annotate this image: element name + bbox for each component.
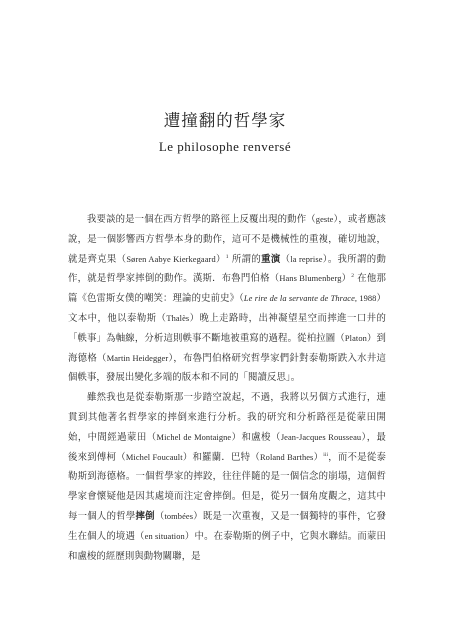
text-run: ）和羅蘭．巴特（	[182, 451, 260, 463]
text-run: ，而不是從泰勒斯到海德格。一個哲學家的摔跤，往往伴隨的是一個信念的崩塌，這個哲學家會懷疑他是因其處境而注定會摔倒。但是，從另一個角度觀之，這其中每一個人的哲學	[68, 451, 386, 522]
text-run: en situation	[144, 531, 185, 541]
text-run: , 1988	[354, 294, 377, 304]
text-run: Platon	[344, 333, 367, 343]
text-run: 所謂的	[228, 253, 262, 265]
paragraph	[68, 210, 386, 388]
text-run: ）	[215, 253, 226, 265]
text-run: （	[154, 510, 165, 522]
text-run: 我要談的是一個在西方哲學的路徑上反覆出現的動作（	[87, 214, 316, 225]
chapter-title: 遭撞翻的哲學家	[163, 111, 287, 130]
text-run: tombées	[164, 511, 194, 521]
text-run: ）和盧梭（	[231, 431, 281, 443]
text-run: ），最後來到傅柯（	[68, 431, 387, 463]
text-run: ）到海德格（	[68, 332, 387, 364]
text-run: ），或者應該說，是一個影響西方哲學本身的動作，這可不是機械性的重複，確切地說，就是齊克果（	[68, 214, 386, 265]
text-run: Hans Blumenberg	[279, 274, 342, 284]
chapter-heading	[0, 110, 450, 156]
text-run: 在他那篇《色雷斯女僕的嘲笑：理論的史前史》（	[68, 273, 386, 305]
text-run: ）文本中，他以泰勒斯（	[68, 293, 386, 324]
text-run: ）	[341, 273, 352, 285]
text-run: Michel de Montaigne	[156, 432, 232, 442]
text-run: ）既是一次重複，又是一個獨特的事件，它發生在個人的境遇（	[68, 510, 386, 542]
text-run: Le rire de la servante de Thrace	[243, 294, 355, 304]
text-run: 摔倒	[135, 510, 155, 522]
text-run: geste	[315, 215, 334, 224]
text-run: la reprise	[290, 254, 323, 264]
body-text	[68, 210, 386, 566]
footnote-ref[interactable]: 1	[225, 253, 229, 260]
text-run: 重演	[261, 253, 281, 265]
text-run: ）晚上走路時，出神凝望星空而摔進一口井的「軼事」為軸線，分析這則軼事不斷地被重寫的過程。從柏拉圖（	[68, 312, 386, 344]
footnote-ref[interactable]: 2	[351, 273, 355, 280]
text-run: Thalès	[166, 313, 190, 323]
text-run: ），布魯門伯格研究哲學家們針對泰勒斯跌入水井這個軼事，發展出變化多端的版本和不同的「閱讀反思」。	[68, 352, 386, 384]
text-run: Martin Heidegger	[106, 353, 169, 363]
text-run: ）。我所謂的動作，就是哲學家摔倒的動作。漢斯．布魯門伯格（	[68, 253, 386, 285]
text-run: ）中。在泰勒斯的例子中，它與水聯結。而蒙田和盧梭的經歷則與動物關聯，是	[68, 530, 386, 562]
paragraph	[68, 388, 386, 566]
chapter-subtitle: Le philosophe renversé	[158, 139, 292, 154]
text-run: Jean-Jacques Rousseau	[280, 432, 362, 442]
footnote-ref[interactable]: iii	[323, 451, 329, 458]
text-run: ）	[313, 451, 324, 463]
text-run: Michel Foucault	[125, 452, 183, 462]
text-run: 雖然我也是從泰勒斯那一步踏空說起，不過，我將以另個方式進行，連貫到其他著名哲學家的摔倒來進行分析。我的研究和分析路徑是從蒙田開始，中間經過蒙田（	[68, 392, 386, 443]
text-run: Roland Barthes	[259, 452, 314, 462]
text-run: Søren Aabye Kierkegaard	[126, 254, 216, 264]
text-run: （	[280, 253, 291, 265]
